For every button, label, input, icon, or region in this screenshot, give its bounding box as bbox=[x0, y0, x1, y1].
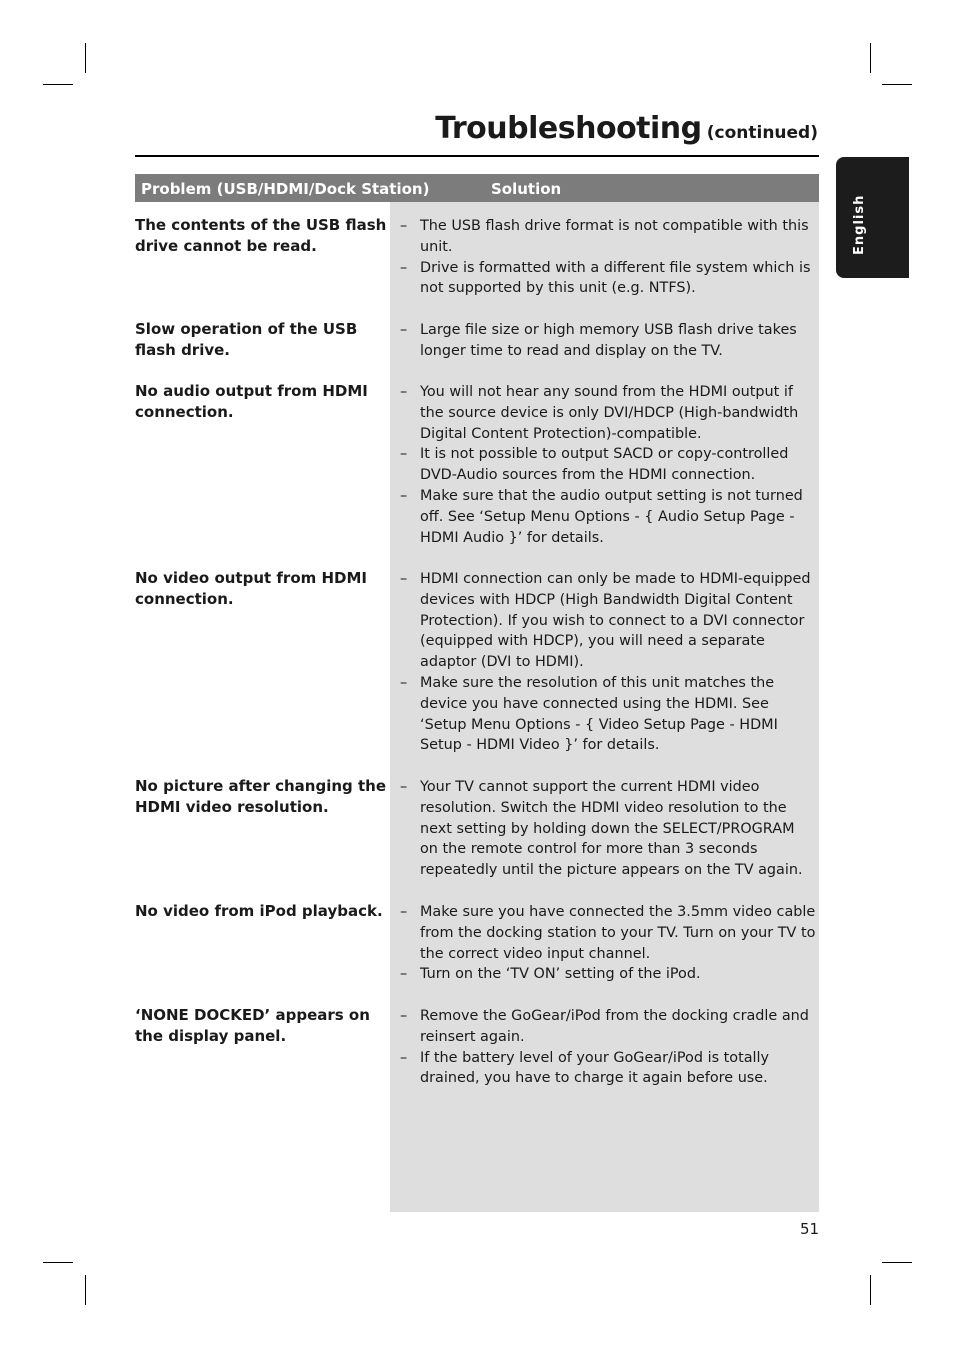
crop-mark bbox=[882, 1262, 912, 1263]
solution-text: If the battery level of your GoGear/iPod is totally drained, you have to charge it again before use. bbox=[420, 1049, 770, 1087]
solution-text: You will not hear any sound from the HDMI output if the source device is only DVI/HDCP (High-bandwidth Digital Content Protection)-compatible. bbox=[420, 384, 799, 442]
solution-text: Large file size or high memory USB flash drive takes longer time to read and display on the TV. bbox=[420, 322, 797, 359]
dash-bullet: – bbox=[400, 966, 408, 983]
problem-cell: No picture after changing the HDMI video resolution. bbox=[135, 777, 387, 816]
dash-bullet: – bbox=[400, 779, 408, 795]
crop-mark bbox=[85, 1275, 86, 1305]
solution-item bbox=[396, 964, 816, 985]
solution-cell bbox=[396, 216, 816, 299]
solution-item bbox=[396, 777, 816, 881]
solution-text: The USB flash drive format is not compatible with this unit. bbox=[420, 218, 809, 255]
solution-item bbox=[396, 673, 816, 756]
crop-mark bbox=[882, 84, 912, 85]
crop-mark bbox=[870, 1275, 871, 1305]
language-tab bbox=[836, 157, 909, 278]
problem-cell: No audio output from HDMI connection. bbox=[135, 382, 368, 421]
solution-item bbox=[396, 382, 816, 444]
solution-text: Make sure you have connected the 3.5mm video cable from the docking station to your TV. Turn on your TV to the correct video input channel. bbox=[420, 904, 816, 962]
solution-cell bbox=[396, 902, 816, 985]
dash-bullet: – bbox=[400, 218, 408, 234]
dash-bullet: – bbox=[400, 322, 408, 338]
solution-text: Make sure the resolution of this unit matches the device you have connected using the HDMI. See ‘Setup Menu Options - { Video Setup Page - HDMI Setup - HDMI Video }’ for details. bbox=[420, 674, 778, 754]
solution-item bbox=[396, 444, 816, 486]
solution-item bbox=[396, 258, 816, 300]
page-number: 51 bbox=[800, 1220, 820, 1238]
solution-text: Drive is formatted with a different file system which is not supported by this unit (e.g. NTFS). bbox=[420, 259, 811, 297]
solution-text: Make sure that the audio output setting is not turned off. See ‘Setup Menu Options - { Audio Setup Page - HDMI Audio }’ for details. bbox=[420, 487, 803, 546]
solution-item bbox=[396, 569, 816, 673]
dash-bullet: – bbox=[400, 674, 408, 691]
solution-item bbox=[396, 1048, 816, 1090]
solution-item bbox=[396, 320, 816, 362]
solution-item bbox=[396, 902, 816, 964]
solution-cell bbox=[396, 1006, 816, 1089]
dash-bullet: – bbox=[400, 1008, 408, 1024]
solution-text: It is not possible to output SACD or copy-controlled DVD-Audio sources from the HDMI connection. bbox=[420, 446, 789, 484]
solution-item bbox=[396, 1006, 816, 1048]
page-title bbox=[435, 111, 818, 146]
solution-cell bbox=[396, 777, 816, 881]
solution-text: Remove the GoGear/iPod from the docking cradle and reinsert again. bbox=[420, 1008, 809, 1045]
crop-mark bbox=[43, 1262, 73, 1263]
solution-text: HDMI connection can only be made to HDMI-equipped devices with HDCP (High Bandwidth Digital Content Protection). If you wish to connect to a DVI connector (equipped with HDCP), you will need a separate adaptor (DVI to HDMI). bbox=[420, 571, 811, 671]
solution-text: Turn on the ‘TV ON’ setting of the iPod. bbox=[420, 966, 701, 983]
problem-cell: No video output from HDMI connection. bbox=[135, 569, 367, 608]
column-header-problem: Problem (USB/HDMI/Dock Station) bbox=[141, 180, 430, 198]
crop-mark bbox=[870, 43, 871, 73]
solution-cell bbox=[396, 569, 816, 756]
language-tab-label: English bbox=[852, 194, 867, 255]
solution-item bbox=[396, 216, 816, 258]
problem-cell: Slow operation of the USB flash drive. bbox=[135, 320, 358, 359]
solution-cell bbox=[396, 382, 816, 548]
page-title-main: Troubleshooting bbox=[435, 111, 702, 146]
dash-bullet: – bbox=[400, 904, 408, 920]
problem-cell: ‘NONE DOCKED’ appears on the display panel. bbox=[135, 1006, 370, 1045]
title-rule bbox=[135, 155, 819, 157]
dash-bullet: – bbox=[400, 1049, 408, 1066]
solution-text: Your TV cannot support the current HDMI video resolution. Switch the HDMI video resolution to the next setting by holding down the SELECT/PROGRAM on the remote control for more than 3 seconds repeatedly until the picture appears on the TV again. bbox=[420, 779, 803, 879]
crop-mark bbox=[85, 43, 86, 73]
problem-cell: No video from iPod playback. bbox=[135, 902, 383, 920]
problem-cell: The contents of the USB flash drive cannot be read. bbox=[135, 216, 387, 255]
table-header bbox=[135, 174, 819, 202]
dash-bullet: – bbox=[400, 571, 408, 587]
page-title-suffix: (continued) bbox=[706, 123, 818, 143]
column-header-solution: Solution bbox=[491, 180, 562, 198]
solution-item bbox=[396, 486, 816, 548]
dash-bullet: – bbox=[400, 487, 408, 504]
crop-mark bbox=[43, 84, 73, 85]
dash-bullet: – bbox=[400, 259, 408, 276]
dash-bullet: – bbox=[400, 384, 408, 400]
solution-cell bbox=[396, 320, 816, 362]
dash-bullet: – bbox=[400, 446, 408, 463]
